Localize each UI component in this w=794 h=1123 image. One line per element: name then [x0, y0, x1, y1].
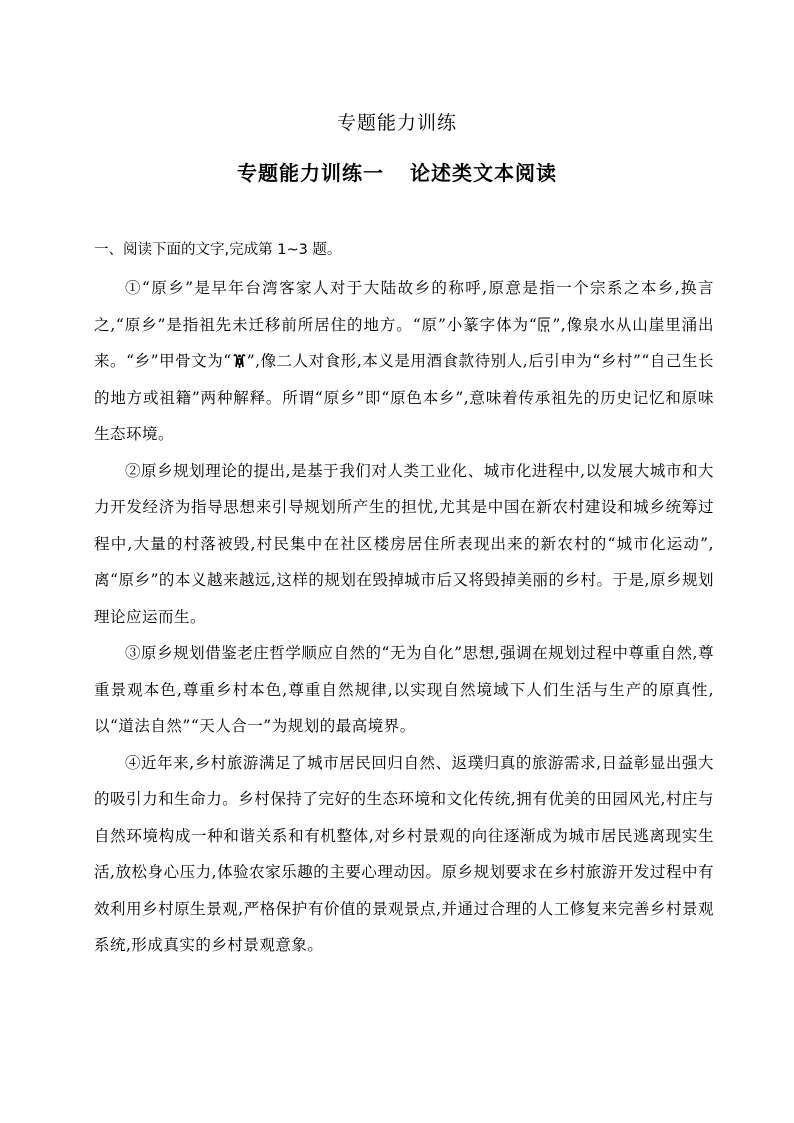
paragraph-1 — [94, 270, 714, 453]
document-subtitle — [0, 157, 794, 186]
paragraph-4: ④近年来,乡村旅游满足了城市居民回归自然、返璞归真的旅游需求,日益彰显出强大的吸引力和生命力。乡村保持了完好的生态环境和文化传统,拥有优美的田园风光,村庄与自然环境构成一种和谐关系和有机整体,对乡村景观的向往逐渐成为城市居民逃离现实生活,放松身心压力,体验农家乐趣的主要心理动因。原乡规划要求在乡村旅游开发过程中有效利用乡村原生景观,严格保护有价值的景观景点,并通过合理的人工修复来完善乡村景观系统,形成真实的乡村景观意象。 — [94, 753, 714, 954]
seal-script-yuan-glyph — [537, 316, 552, 333]
paragraph-3: ③原乡规划借鉴老庄哲学顺应自然的“无为自化”思想,强调在规划过程中尊重自然,尊重景观本色,尊重乡村本色,尊重自然规律,以实现自然境域下人们生活与生产的原真性,以“道法自然”“天人合一”为规划的最高境界。 — [94, 644, 714, 735]
subtitle-section: 专题能力训练一 — [237, 161, 384, 185]
subtitle-topic: 论述类文本阅读 — [410, 161, 557, 185]
oracle-bone-xiang-glyph — [232, 352, 247, 369]
paragraph-2: ②原乡规划理论的提出,是基于我们对人类工业化、城市化进程中,以发展大城市和大力开发经济为指导思想来引导规划所产生的担忧,尤其是中国在新农村建设和城乡统筹过程中,大量的村落被毁,村民集中在社区楼房居住所表现出来的新农村的“城市化运动”,离“原乡”的本义越来越远,这样的规划在毁掉城市后又将毁掉美丽的乡村。于是,原乡规划理论应运而生。 — [94, 461, 714, 626]
passage — [94, 270, 714, 964]
paragraph-1-text-a: ①“原乡”是早年台湾客家人对于大陆故乡的称呼,原意是指一个宗系之本乡,换言之,“原乡”是指祖先未迁移前所居住的地方。“原”小篆字体为“ — [94, 279, 714, 334]
question-heading: 一、阅读下面的文字,完成第 1~3 题。 — [94, 242, 342, 258]
paragraph-1-text-b: ”,像泉水从山崖里涌出来。“乡”甲骨文为“ — [94, 315, 714, 370]
document-title: 专题能力训练 — [336, 112, 457, 134]
paragraph-1-text-c: ”,像二人对食形,本义是用酒食款待别人,后引申为“乡村”“自己生长的地方或祖籍”两种解释。所谓“原乡”即“原色本乡”,意味着传承祖先的历史记忆和原味生态环境。 — [94, 352, 715, 443]
